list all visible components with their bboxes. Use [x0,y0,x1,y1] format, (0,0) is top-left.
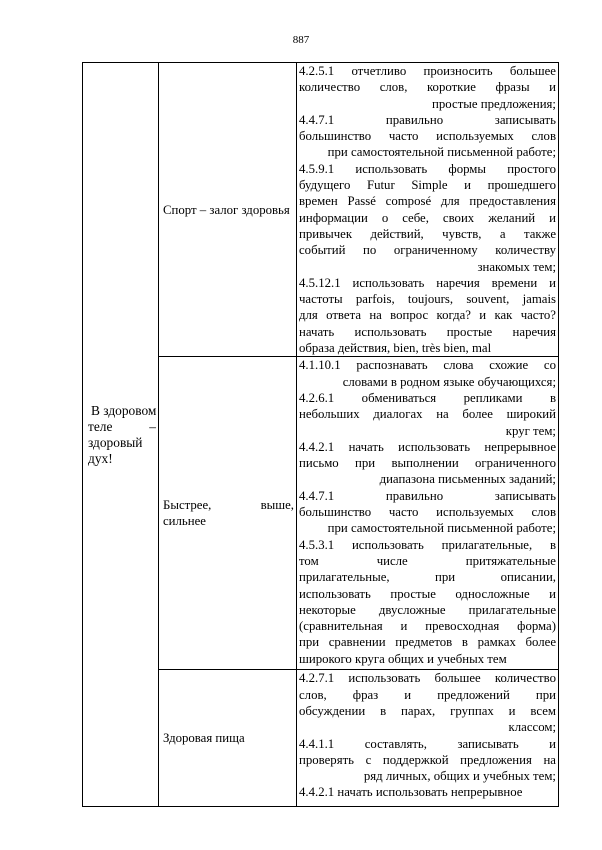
objective-line: для ответа на вопрос когда? и как часто? [299,308,556,323]
objectives-list [299,357,556,667]
objective-line: классом; [508,720,556,735]
objective-line: письмо при выполнении ограниченного [299,456,556,471]
objectives-list [299,63,556,356]
objective-line: будущего Futur Simple и прошедшего [299,178,556,193]
objective-line: времен Passé composé для предоставления [299,194,556,209]
subtopic-label: Быстрее, выше, [163,498,294,513]
objective-line: при самостоятельной письменной работе; [327,521,556,536]
objectives-list [299,670,556,800]
objective-line: некоторые двусложные прилагательные [299,602,556,617]
objective-line: 4.4.1.1 составлять, записывать и [299,736,556,751]
table-row [83,63,559,357]
subtopic-label: сильнее [163,514,206,529]
objective-line: при самостоятельной письменной работе; [327,145,556,160]
objective-line: диапазона письменных заданий; [379,472,556,487]
objective-line: 4.5.9.1 использовать формы простого [299,161,556,176]
objective-line: 4.2.7.1 использовать большее количество [299,671,556,686]
curriculum-table [82,62,559,807]
subtopic-cell [159,670,297,807]
objective-line: частоты parfois, toujours, souvent, jamais [299,292,556,307]
objective-line: ряд личных, общих и учебных тем; [363,769,556,784]
objective-line: 4.5.3.1 использовать прилагательные, в [299,537,556,552]
objective-line: том числе притяжательные [299,553,556,568]
objective-line: 4.5.12.1 использовать наречия времени и [299,275,556,290]
objective-line: большинство часто используемых слов [299,505,556,520]
theme-line: здоровый [88,434,143,450]
objective-line: обсуждении в парах, группах и всем [299,703,556,718]
objective-line: круг тем; [505,423,556,438]
objective-line: 4.4.2.1 начать использовать непрерывное [299,439,556,454]
objective-line: слов, фраз и предложений при [299,687,556,702]
objective-line: количество слов, короткие фразы и [299,80,556,95]
objective-line: словами в родном языке обучающихся; [342,374,556,389]
objective-line: привычек действий, чувств, а также [299,226,556,241]
objective-line: небольших диалогах на более широкий [299,407,556,422]
objective-line: большинство часто используемых слов [299,129,556,144]
objective-line: 4.2.5.1 отчетливо произносить большее [299,64,556,78]
objective-line: 4.1.10.1 распознавать слова схожие со [299,358,556,373]
objective-line: при сравнении предметов в рамках более [299,635,556,650]
subtopic-cell [159,63,297,357]
theme-cell [83,63,159,807]
objective-line: 4.4.7.1 правильно записывать [299,112,556,127]
objective-line: информации о себе, своих желаний и [299,210,556,225]
objective-line: прилагательные, при описании, [299,570,556,585]
objectives-cell [297,670,559,807]
page-number: 887 [292,34,310,46]
subtopic-label: Здоровая пища [163,731,245,746]
objective-line: образа действия, bien, très bien, mal [299,341,492,356]
theme-line: В здоровом [91,402,157,418]
objective-line: использовать простые односложные и [299,586,556,601]
objective-line: (сравнительная и превосходная форма) [299,619,556,634]
theme-line: теле – [88,418,156,434]
objectives-cell [297,63,559,357]
objective-line: знакомых тем; [477,259,556,274]
objective-line: проверять с поддержкой предложения на [299,752,556,767]
objective-line: 4.4.2.1 начать использовать непрерывное [299,785,523,800]
objective-line: событий по ограниченному количеству [299,243,556,258]
objective-line: широкого круга общих и учебных тем [299,651,507,666]
objective-line: простые предложения; [432,96,556,111]
objectives-cell [297,357,559,670]
theme-line: дух! [88,450,113,466]
subtopic-label: Спорт – залог здоровья [163,202,290,217]
subtopic-cell [159,357,297,670]
objective-line: 4.4.7.1 правильно записывать [299,488,556,503]
objective-line: 4.2.6.1 обмениваться репликами в [299,390,556,405]
objective-line: начать использовать простые наречия [299,324,556,339]
